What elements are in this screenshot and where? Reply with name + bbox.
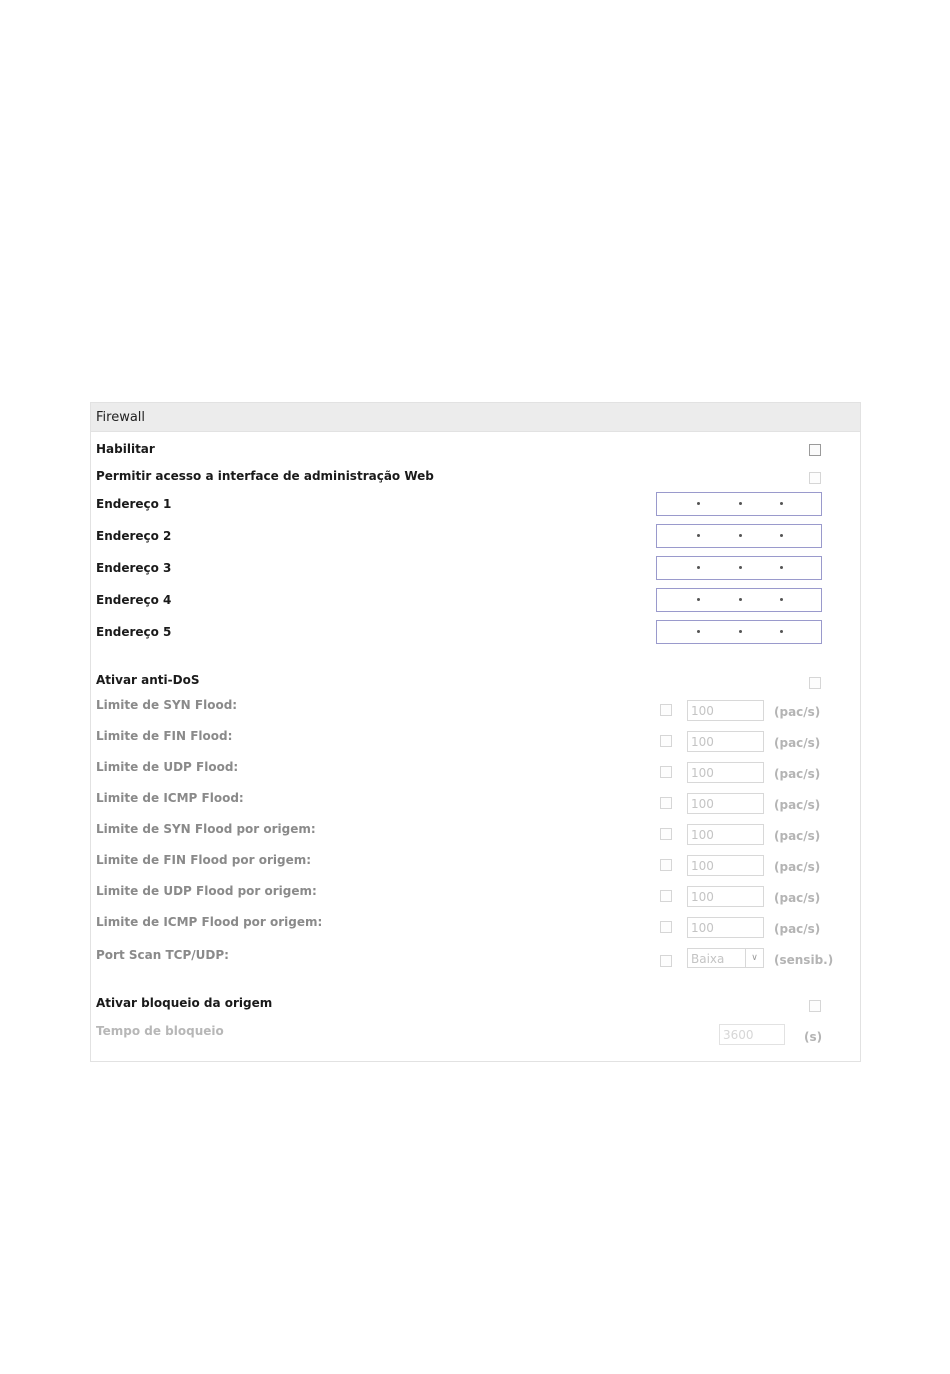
udp-flood-input[interactable]: 100 bbox=[687, 762, 764, 783]
udp-flood-origin-input[interactable]: 100 bbox=[687, 886, 764, 907]
chevron-down-icon: ∨ bbox=[745, 949, 763, 967]
icmp-flood-origin-unit: (pac/s) bbox=[774, 922, 821, 936]
icmp-flood-input[interactable]: 100 bbox=[687, 793, 764, 814]
udp-flood-origin-label: Limite de UDP Flood por origem: bbox=[96, 884, 317, 898]
address-1-input[interactable] bbox=[656, 492, 822, 516]
portscan-label: Port Scan TCP/UDP: bbox=[96, 948, 229, 962]
icmp-flood-origin-checkbox[interactable] bbox=[660, 921, 672, 933]
portscan-selected: Baixa bbox=[691, 952, 725, 966]
address-4-input[interactable] bbox=[656, 588, 822, 612]
fin-flood-origin-label: Limite de FIN Flood por origem: bbox=[96, 853, 312, 867]
syn-flood-origin-unit: (pac/s) bbox=[774, 829, 821, 843]
address-1-label: Endereço 1 bbox=[96, 497, 172, 511]
fin-flood-input[interactable]: 100 bbox=[687, 731, 764, 752]
udp-flood-origin-unit: (pac/s) bbox=[774, 891, 821, 905]
address-5-label: Endereço 5 bbox=[96, 625, 172, 639]
block-time-input[interactable]: 3600 bbox=[719, 1024, 785, 1045]
antidos-label: Ativar anti-DoS bbox=[96, 673, 200, 687]
udp-flood-origin-checkbox[interactable] bbox=[660, 890, 672, 902]
icmp-flood-checkbox[interactable] bbox=[660, 797, 672, 809]
fin-flood-unit: (pac/s) bbox=[774, 736, 821, 750]
block-origin-checkbox[interactable] bbox=[809, 1000, 821, 1012]
syn-flood-input[interactable]: 100 bbox=[687, 700, 764, 721]
udp-flood-label: Limite de UDP Flood: bbox=[96, 760, 239, 774]
enable-checkbox[interactable] bbox=[809, 444, 821, 456]
fin-flood-label: Limite de FIN Flood: bbox=[96, 729, 233, 743]
fin-flood-origin-unit: (pac/s) bbox=[774, 860, 821, 874]
syn-flood-unit: (pac/s) bbox=[774, 705, 821, 719]
panel-header bbox=[91, 403, 860, 432]
address-2-label: Endereço 2 bbox=[96, 529, 172, 543]
icmp-flood-label: Limite de ICMP Flood: bbox=[96, 791, 244, 805]
syn-flood-checkbox[interactable] bbox=[660, 704, 672, 716]
antidos-checkbox[interactable] bbox=[809, 677, 821, 689]
block-time-label: Tempo de bloqueio bbox=[96, 1024, 224, 1038]
web-admin-label: Permitir acesso a interface de administração Web bbox=[96, 469, 434, 483]
icmp-flood-origin-input[interactable]: 100 bbox=[687, 917, 764, 938]
portscan-checkbox[interactable] bbox=[660, 955, 672, 967]
block-time-unit: (s) bbox=[804, 1030, 823, 1044]
portscan-unit: (sensib.) bbox=[774, 953, 834, 967]
panel-title: Firewall bbox=[96, 410, 146, 425]
syn-flood-origin-label: Limite de SYN Flood por origem: bbox=[96, 822, 316, 836]
fin-flood-checkbox[interactable] bbox=[660, 735, 672, 747]
firewall-panel bbox=[90, 402, 861, 1062]
udp-flood-unit: (pac/s) bbox=[774, 767, 821, 781]
address-3-label: Endereço 3 bbox=[96, 561, 172, 575]
fin-flood-origin-input[interactable]: 100 bbox=[687, 855, 764, 876]
icmp-flood-unit: (pac/s) bbox=[774, 798, 821, 812]
icmp-flood-origin-label: Limite de ICMP Flood por origem: bbox=[96, 915, 323, 929]
syn-flood-label: Limite de SYN Flood: bbox=[96, 698, 238, 712]
block-origin-label: Ativar bloqueio da origem bbox=[96, 996, 273, 1010]
address-4-label: Endereço 4 bbox=[96, 593, 172, 607]
udp-flood-checkbox[interactable] bbox=[660, 766, 672, 778]
address-2-input[interactable] bbox=[656, 524, 822, 548]
address-5-input[interactable] bbox=[656, 620, 822, 644]
address-3-input[interactable] bbox=[656, 556, 822, 580]
enable-label: Habilitar bbox=[96, 442, 155, 456]
portscan-select[interactable] bbox=[687, 948, 764, 968]
syn-flood-origin-checkbox[interactable] bbox=[660, 828, 672, 840]
web-admin-checkbox[interactable] bbox=[809, 472, 821, 484]
syn-flood-origin-input[interactable]: 100 bbox=[687, 824, 764, 845]
fin-flood-origin-checkbox[interactable] bbox=[660, 859, 672, 871]
